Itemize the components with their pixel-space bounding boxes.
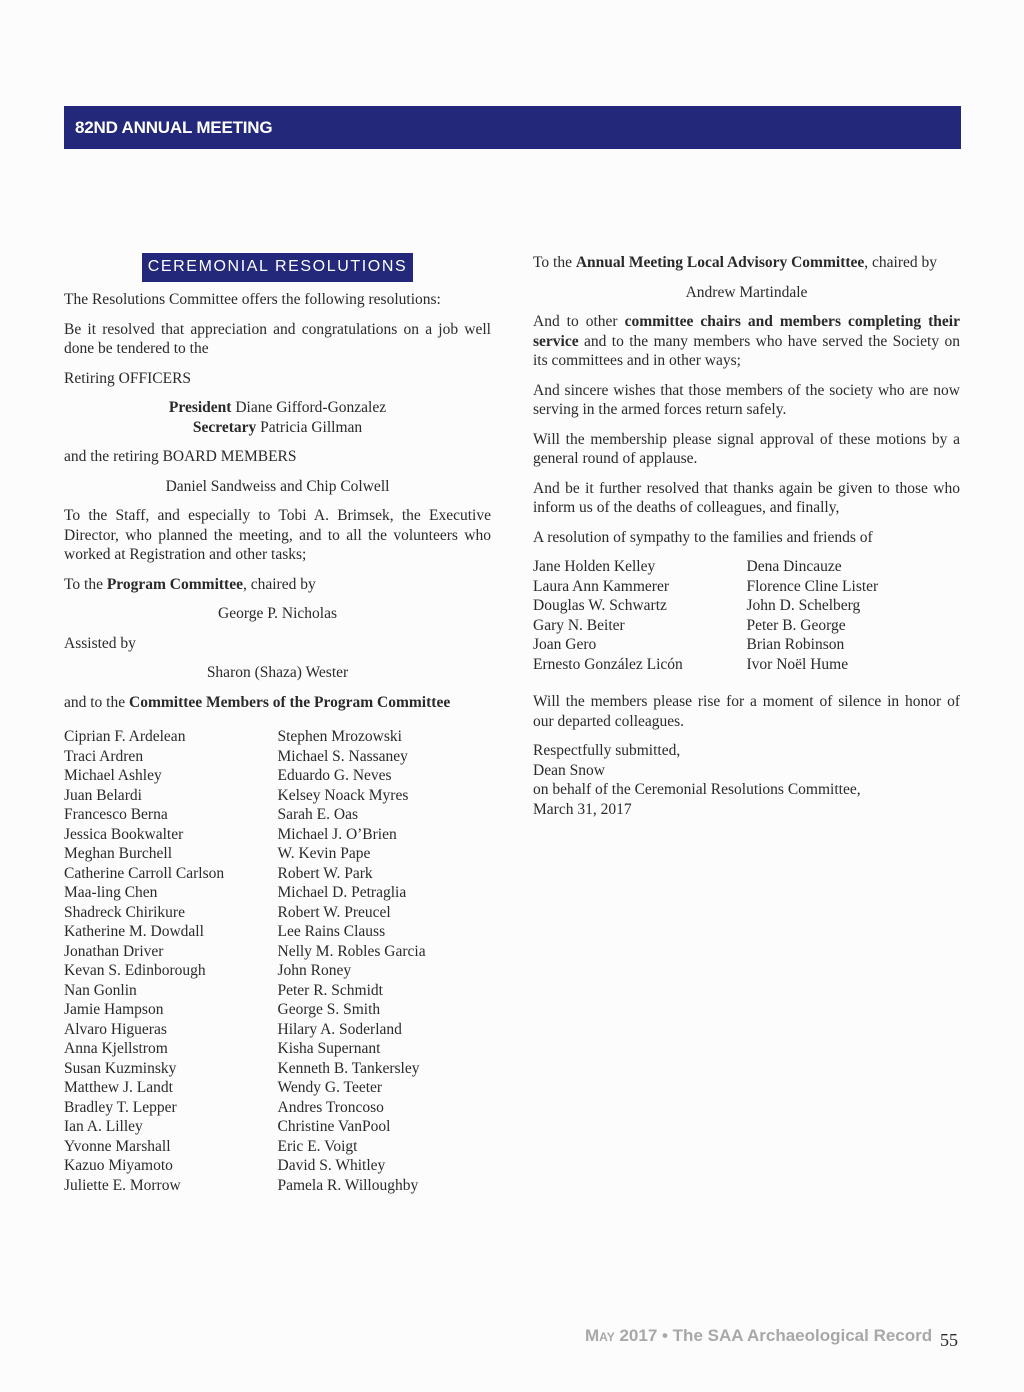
name-list-item: Robert W. Preucel (277, 903, 391, 921)
name-list-item: Nelly M. Robles Garcia (277, 942, 426, 960)
name-list-item: Alvaro Higueras (64, 1020, 167, 1038)
name-list-item: Jonathan Driver (64, 942, 164, 960)
signature-name: Dean Snow (533, 761, 605, 779)
name-list-item: Shadreck Chirikure (64, 903, 185, 921)
name-list-item: Florence Cline Lister (746, 577, 879, 595)
name-list-item: Kisha Supernant (277, 1040, 381, 1057)
memorial-list-col1 (533, 557, 747, 674)
name-list-item: Lee Rains Clauss (277, 923, 386, 940)
footer-month: May (585, 1326, 615, 1345)
name-list-item: Kazuo Miyamoto (64, 1157, 173, 1174)
name-list-item: Meghan Burchell (64, 845, 173, 862)
name-list-item: Susan Kuzminsky (64, 1059, 177, 1077)
sympathy-text: A resolution of sympathy to the families and friends of (533, 528, 873, 546)
advisory-chair: Andrew Martindale (685, 283, 808, 301)
name-list-item: Eduardo G. Neves (277, 767, 392, 784)
name-list-item: Jessica Bookwalter (64, 825, 184, 843)
name-list-item: Anna Kjellstrom (64, 1040, 168, 1057)
name-list-item: Juan Belardi (64, 786, 142, 804)
signature-block (533, 741, 960, 819)
armed-forces-text: And sincere wishes that those members of the society who are now serving in the armed forces return safely. (533, 381, 960, 418)
committee-chairs-text: And to other committee chairs and members completing their service and to the many members who have served the Society on its committees and in other ways; (533, 313, 960, 369)
advisory-committee-text: To the Annual Meeting Local Advisory Committee, chaired by (533, 254, 938, 271)
name-list-item: Pamela R. Willoughby (277, 1176, 419, 1194)
name-list-item: Ernesto González Licón (533, 655, 683, 673)
name-list-item: Traci Ardren (64, 747, 144, 765)
name-list-item: Hilary A. Soderland (277, 1020, 402, 1038)
name-list-item: Maa-ling Chen (64, 884, 158, 901)
member-list-col2 (278, 727, 492, 1195)
name-list-item: Matthew J. Landt (64, 1079, 173, 1096)
resolved-text: Be it resolved that appreciation and congratulations on a job well done be tendered to the (64, 320, 491, 357)
name-list-item: Michael D. Petraglia (277, 884, 407, 901)
memorial-list-col2 (747, 557, 961, 674)
name-list-item: Gary N. Beiter (533, 616, 625, 634)
name-list-item: Michael S. Nassaney (277, 747, 408, 765)
officers-block (64, 398, 491, 437)
left-column (64, 253, 491, 1195)
name-list-item: Ivor Noël Hume (746, 655, 849, 673)
name-list-item: Peter B. George (746, 616, 846, 634)
name-list-item: Ciprian F. Ardelean (64, 728, 186, 745)
name-list-item: Dena Dincauze (746, 558, 842, 575)
name-list-item: Andres Troncoso (277, 1098, 384, 1116)
assisted-text: Assisted by (64, 634, 136, 652)
name-list-item: Nan Gonlin (64, 981, 137, 999)
memorial-list (533, 557, 960, 674)
intro-text: The Resolutions Committee offers the following resolutions: (64, 291, 441, 308)
name-list-item: Francesco Berna (64, 806, 168, 823)
header-title: 82ND ANNUAL MEETING (75, 117, 273, 137)
name-list-item: George S. Smith (277, 1001, 381, 1018)
name-list-item: Eric E. Voigt (277, 1137, 358, 1155)
staff-text: To the Staff, and especially to Tobi A. Brimsek, the Executive Director, who planned the meeting, and to all the volunteers who worked at Registration and other tasks; (64, 507, 491, 563)
footer-publication: 2017 • The SAA Archaeological Record (614, 1326, 933, 1345)
name-list-item: Robert W. Park (277, 864, 373, 882)
name-list-item: Sarah E. Oas (277, 806, 358, 823)
board-names: Daniel Sandweiss and Chip Colwell (165, 477, 390, 495)
program-committee-text: To the Program Committee, chaired by (64, 575, 316, 593)
name-list-item: W. Kevin Pape (277, 845, 371, 862)
section-title: CEREMONIAL RESOLUTIONS (142, 253, 414, 282)
name-list-item: Kelsey Noack Myres (277, 786, 409, 804)
page-number: 55 (940, 1330, 958, 1350)
name-list-item: Kevan S. Edinborough (64, 962, 206, 979)
name-list-item: John D. Schelberg (746, 597, 861, 614)
silence-text: Will the members please rise for a moment of silence in honor of our departed colleagues. (533, 693, 960, 730)
name-list-item: Wendy G. Teeter (277, 1079, 383, 1096)
applause-text: Will the membership please signal approval of these motions by a general round of applause. (533, 430, 960, 467)
signature-date: March 31, 2017 (533, 800, 632, 818)
name-list-item: Peter R. Schmidt (277, 981, 383, 999)
name-list-item: Douglas W. Schwartz (533, 597, 667, 614)
name-list-item: Katherine M. Dowdall (64, 923, 204, 940)
name-list-item: Stephen Mrozowski (277, 728, 402, 745)
header-bar (64, 106, 961, 149)
name-list-item: Ian A. Lilley (64, 1118, 143, 1135)
name-list-item: Joan Gero (533, 636, 597, 653)
right-column (533, 253, 960, 819)
name-list-item: Laura Ann Kammerer (533, 577, 669, 595)
president-label: President (168, 399, 232, 416)
secretary-name: Patricia Gillman (256, 418, 363, 436)
program-chair: George P. Nicholas (218, 605, 337, 622)
name-list-item: Michael Ashley (64, 767, 162, 784)
signature-line: Respectfully submitted, (533, 742, 681, 759)
name-list-item: Bradley T. Lepper (64, 1098, 177, 1116)
retiring-officers-text: Retiring OFFICERS (64, 369, 192, 387)
assistant-name: Sharon (Shaza) Wester (206, 664, 349, 681)
signature-line: on behalf of the Ceremonial Resolutions Committee, (533, 781, 861, 798)
name-list-item: Juliette E. Morrow (64, 1176, 181, 1194)
name-list-item: Kenneth B. Tankersley (277, 1059, 420, 1077)
secretary-label: Secretary (192, 418, 257, 436)
committee-member-list (64, 727, 491, 1195)
committee-members-text: and to the Committee Members of the Program Committee (64, 693, 451, 711)
name-list-item: David S. Whitley (277, 1157, 386, 1174)
name-list-item: Catherine Carroll Carlson (64, 864, 225, 882)
name-list-item: Christine VanPool (277, 1118, 391, 1135)
name-list-item: Michael J. O’Brien (277, 825, 397, 843)
name-list-item: Jamie Hampson (64, 1001, 164, 1018)
president-name: Diane Gifford-Gonzalez (231, 399, 387, 416)
name-list-item: Yvonne Marshall (64, 1137, 171, 1155)
member-list-col1 (64, 727, 278, 1195)
footer (585, 1326, 932, 1346)
name-list-item: John Roney (277, 962, 352, 979)
further-resolved-text: And be it further resolved that thanks again be given to those who inform us of the deaths of colleagues, and finally, (533, 479, 960, 516)
name-list-item: Brian Robinson (746, 636, 845, 653)
name-list-item: Jane Holden Kelley (533, 558, 656, 575)
retiring-board-text: and the retiring BOARD MEMBERS (64, 448, 297, 465)
